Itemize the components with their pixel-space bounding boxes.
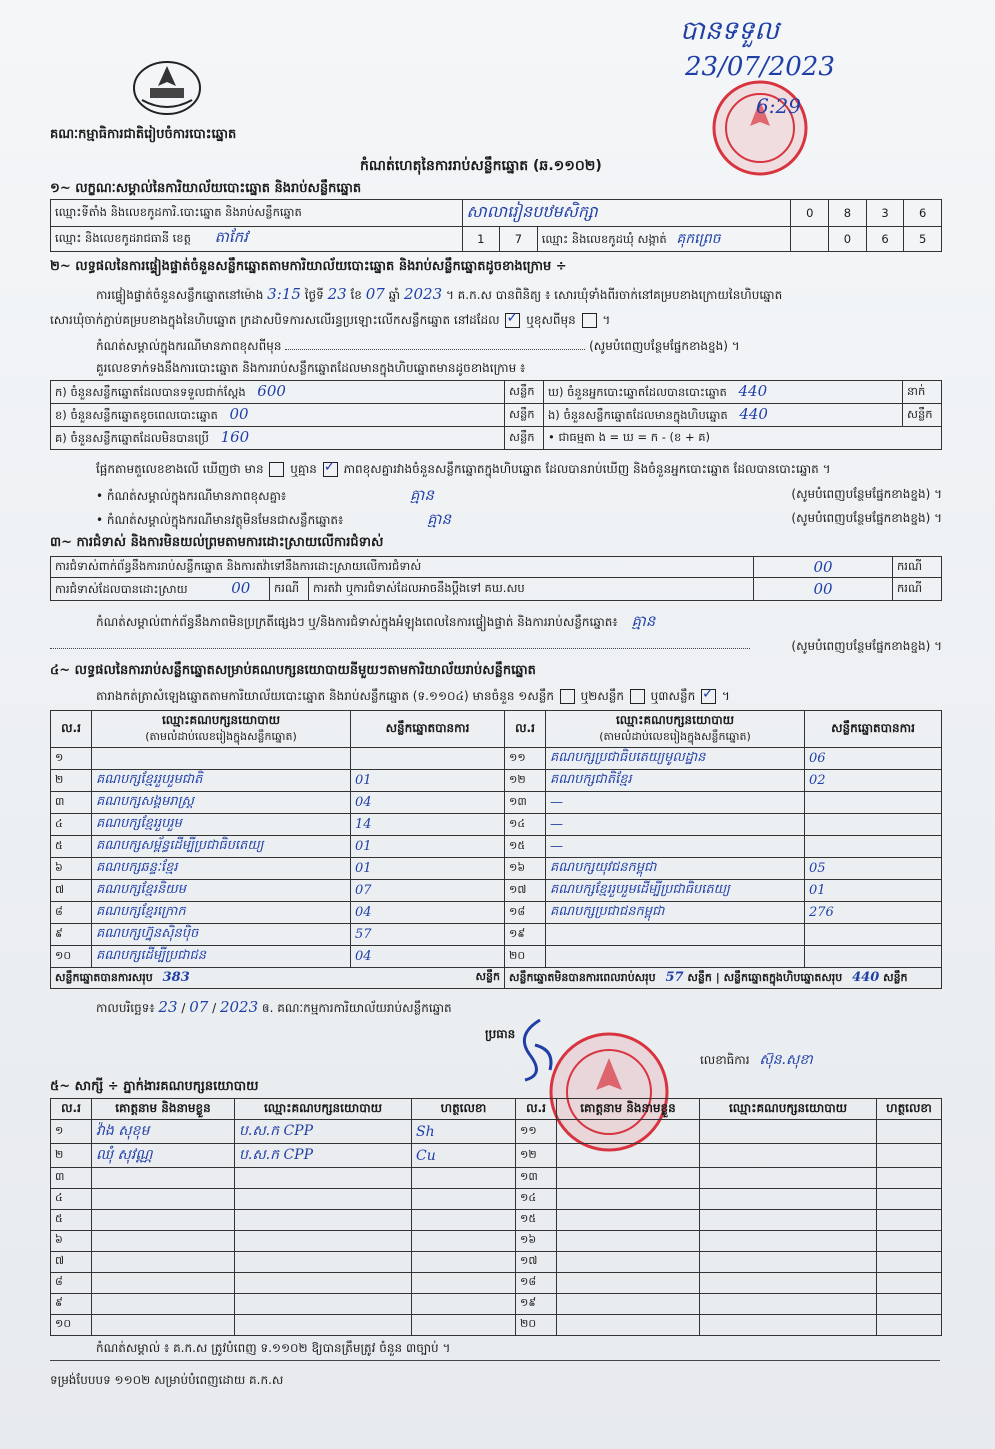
party-votes — [805, 946, 942, 968]
spoiled-ballots-value: 00 — [229, 405, 249, 423]
row-number: ៨ — [51, 1273, 92, 1294]
ballots-in-box-total: 440 — [852, 969, 880, 985]
chair-label: ប្រធាន — [485, 1027, 516, 1041]
row-number: ២ — [51, 770, 92, 792]
witness-signature: Cu — [412, 1144, 516, 1168]
witness-signature — [877, 1294, 942, 1315]
signing-day: 23 — [158, 998, 178, 1016]
row-number: ១៧ — [516, 1252, 557, 1273]
commune-code-digit: 5 — [904, 227, 942, 252]
party-name: គណបក្សខ្មែររួបរួម — [92, 814, 351, 836]
witness-signature — [412, 1294, 516, 1315]
party-row — [51, 792, 942, 814]
party-votes: 01 — [351, 858, 505, 880]
witness-name — [92, 1315, 235, 1336]
party-votes: 57 — [351, 924, 505, 946]
province-code-digit: 1 — [462, 227, 500, 252]
commune-value: គុកព្រេច — [676, 230, 721, 247]
received-note: បានទទួល — [680, 16, 780, 46]
witness-signature — [877, 1210, 942, 1231]
witness-row — [51, 1210, 942, 1231]
location-code-digit: 8 — [829, 200, 867, 227]
one-sheet-checkbox[interactable] — [560, 689, 575, 704]
row-number: ១ — [51, 1120, 92, 1144]
witness-name — [557, 1144, 700, 1168]
witness-name — [92, 1210, 235, 1231]
commune-code-digit: 6 — [866, 227, 904, 252]
witness-signature — [877, 1252, 942, 1273]
witness-signature — [877, 1168, 942, 1189]
ballots-in-box-value: 440 — [739, 405, 768, 423]
row-number: ១៩ — [505, 924, 546, 946]
irregularities-fill: (សូមបំពេញបន្ថែមផ្នែកខាងខ្នង) ។ — [50, 638, 942, 652]
party-name: — — [546, 814, 805, 836]
witness-party — [700, 1210, 877, 1231]
ballots-received-value: 600 — [257, 382, 286, 400]
party-name: គណបក្សសម្ព័ន្ធដើម្បីប្រជាធិបតេយ្យ — [92, 836, 351, 858]
witness-name: វ៉ាង សុខុម — [92, 1120, 235, 1144]
sheet-count-line: តារាងកត់ត្រាសំឡេងឆ្នោតតាមការិយាល័យបោះឆ្នោត និងរាប់សន្លឹកឆ្នោត (ទ.១១០៤) មានចំនួន ១សន្លឹក ឬ២សន្លឹក ឬ៣សន្លឹក ✓ ។ — [96, 688, 730, 706]
valid-ballots-total: 383 — [162, 969, 190, 985]
party-name: — — [546, 792, 805, 814]
witness-party — [235, 1273, 412, 1294]
row-number: ៧ — [51, 1252, 92, 1273]
signing-date-line: កាលបរិច្ឆេទ៖ 23 / 07 / 2023 ឲ. គណៈកម្មការការិយាល័យរាប់សន្លឹកឆ្នោត — [96, 998, 452, 1016]
witness-signature — [877, 1189, 942, 1210]
location-value: សាលារៀនបឋមសិក្សា — [462, 200, 791, 227]
witness-name — [557, 1273, 700, 1294]
row-number: ១៤ — [505, 814, 546, 836]
witness-signature — [412, 1168, 516, 1189]
stamp-handwriting: 6:29 — [756, 94, 801, 118]
party-votes — [805, 924, 942, 946]
row-number: ៣ — [51, 792, 92, 814]
two-sheets-checkbox[interactable] — [630, 689, 645, 704]
org-name: គណៈកម្មាធិការជាតិរៀបចំការបោះឆ្នោត — [50, 127, 237, 142]
received-date: 23/07/2023 — [685, 52, 835, 82]
section-4-heading: ៤~ លទ្ធផលនៃការរាប់សន្លឹកឆ្នោតសម្រាប់គណបក្សនយោបាយនីមួយៗតាមការិយាល័យរាប់សន្លឹកឆ្នោត — [50, 663, 536, 678]
witness-name — [557, 1168, 700, 1189]
voters-voted-value: 440 — [738, 382, 768, 400]
party-name: គណបក្សដើម្បីប្រជាជន — [92, 946, 351, 968]
witness-party — [700, 1294, 877, 1315]
row-number: ១៥ — [505, 836, 546, 858]
row-number: ១៨ — [516, 1273, 557, 1294]
witness-party: ប.ស.ក CPP — [235, 1120, 412, 1144]
row-number: ១៨ — [505, 902, 546, 924]
party-name: គណបក្សខ្មែររួបរួមជាតិ — [92, 770, 351, 792]
party-row — [51, 836, 942, 858]
row-number: ៧ — [51, 880, 92, 902]
row-number: ៣ — [51, 1168, 92, 1189]
party-name: គណបក្សខ្មែរក្រោក — [92, 902, 351, 924]
section-3-heading: ៣~ ការជំទាស់ និងការមិនយល់ព្រមតាមការដោះស្រាយលើការជំទាស់ — [50, 535, 384, 550]
witness-signature — [412, 1273, 516, 1294]
party-name: គណបក្សប្រជាធិបតេយ្យមូលដ្ឋាន — [546, 748, 805, 770]
unused-ballots-value: 160 — [220, 428, 250, 446]
row-number: ១៣ — [505, 792, 546, 814]
verification-line: ការផ្ទៀងផ្ទាត់ចំនួនសន្លឹកឆ្នោតនៅម៉ោង 3:15 ថ្ងៃទី 23 ខែ 07 ឆ្នាំ 2023 ។ គ.ក.ស បានពិនិត្យ ៖ សោរឃុំទាំងពីរចាក់នៅគម្របខាងក្រោយនៃហិបឆ្នោត — [96, 285, 783, 303]
party-votes: 05 — [805, 858, 942, 880]
witness-party — [235, 1210, 412, 1231]
witness-signature: Sh — [412, 1120, 516, 1144]
row-number: ២ — [51, 1144, 92, 1168]
verification-time: 3:15 — [267, 285, 301, 303]
commune-label: ឈ្មោះ និងលេខកូដឃុំ សង្កាត់ — [541, 231, 667, 246]
row-number: ១៦ — [516, 1231, 557, 1252]
party-name: គណបក្សសង្គមរាស្ត្រ — [92, 792, 351, 814]
verification-month: 07 — [365, 285, 385, 303]
party-name: គណបក្សឆន្ទៈខ្មែរ — [92, 858, 351, 880]
witness-name — [92, 1189, 235, 1210]
row-number: ១៧ — [505, 880, 546, 902]
party-row — [51, 858, 942, 880]
location-label: ឈ្មោះទីតាំង និងលេខកូដការិ.បោះឆ្នោត និងរាប់សន្លឹកឆ្នោត — [51, 200, 463, 227]
witness-party — [235, 1189, 412, 1210]
witness-party — [700, 1315, 877, 1336]
party-votes: 14 — [351, 814, 505, 836]
witness-name — [557, 1210, 700, 1231]
witness-party — [700, 1273, 877, 1294]
section-2-heading: ២~ លទ្ធផលនៃការផ្ទៀងផ្ទាត់ចំនួនសន្លឹកឆ្នោតតាមការិយាល័យបោះឆ្នោត និងរាប់សន្លឹកឆ្នោតដូចខាងក្រោម ÷ — [50, 259, 567, 274]
footer-note: កំណត់សម្គាល់ ៖ គ.ក.ស ត្រូវបំពេញ ទ.១១០២ ឱ្យបានត្រឹមត្រូវ ចំនួន ៣ច្បាប់ ។ — [96, 1341, 451, 1355]
witness-party — [235, 1231, 412, 1252]
objections-value: 00 — [754, 557, 893, 578]
witness-signature — [412, 1231, 516, 1252]
form-code-note: ទម្រង់បែបបទ ១១០២ សម្រាប់បំពេញដោយ គ.ក.ស — [50, 1373, 284, 1387]
row-number: ៥ — [51, 1210, 92, 1231]
row-number: ១៩ — [516, 1294, 557, 1315]
form-title: កំណត់ហេតុនៃការរាប់សន្លឹកឆ្នោត (ឆ.១១០២) — [360, 158, 602, 174]
party-row — [51, 924, 942, 946]
witness-signature — [877, 1315, 942, 1336]
row-number: ១០ — [51, 946, 92, 968]
party-row — [51, 814, 942, 836]
row-number: ៨ — [51, 902, 92, 924]
row-number: ១២ — [505, 770, 546, 792]
province-label: ឈ្មោះ និងលេខកូដរាជធានី ខេត្ត — [55, 231, 191, 245]
party-name: គណបក្សហ្វ៊ុនស៊ិនប៉ិច — [92, 924, 351, 946]
witness-table: ល.រ គោត្តនាម និងនាមខ្លួន ឈ្មោះគណបក្សនយោបាយ ហត្ថលេខា ល.រ គោត្តនាម និងនាមខ្លួន ឈ្មោះគណបក្សនយោបាយ ហត្ថលេខា ១ វ៉ាង សុខុម ប.ស.ក CPP Sh ១១ ២ ឈុំ សុវណ្ណ ប.ស.ក CPP Cu ១២ ៣ ១៣ ៤ ១៤ ៥ ១៥ ៦ ១៦ ៧ ១៧ ៨ ១៨ ៩ ១៩ ១០ ២០ — [50, 1098, 942, 1336]
commune-code-digit: 0 — [829, 227, 867, 252]
location-code-digit: 6 — [904, 200, 942, 227]
witness-party — [700, 1144, 877, 1168]
invalid-ballots-total: 57 — [665, 969, 684, 985]
witness-name — [92, 1231, 235, 1252]
row-number: ៤ — [51, 1189, 92, 1210]
irregularities-note: កំណត់សម្គាល់ពាក់ព័ន្ធនឹងភាពមិនប្រក្រតីផ្សេងៗ ឬ/និងការជំទាស់ក្នុងអំឡុងពេលនៃការផ្ទៀងផ្ទាត់ និងការរាប់សន្លឹកឆ្នោត៖ គ្មាន — [96, 612, 656, 630]
row-number: ១៥ — [516, 1210, 557, 1231]
verification-day: 23 — [327, 285, 347, 303]
party-name: គណបក្សខ្មែរនិយម — [92, 880, 351, 902]
appeal-value: 00 — [754, 578, 893, 601]
secretary-signature: ស៊ុន.សុខា — [759, 1052, 813, 1068]
row-number: ២០ — [505, 946, 546, 968]
objections-label: ការជំទាស់ពាក់ព័ន្ធនឹងការរាប់សន្លឹកឆ្នោត និងការតវ៉ាទៅនឹងការដោះស្រាយលើការជំទាស់ — [51, 557, 754, 578]
party-row — [51, 748, 942, 770]
witness-party — [700, 1120, 877, 1144]
row-number: ៦ — [51, 1231, 92, 1252]
objections-table: ការជំទាស់ពាក់ព័ន្ធនឹងការរាប់សន្លឹកឆ្នោត និងការតវ៉ាទៅនឹងការដោះស្រាយលើការជំទាស់ 00 ករណី ការជំទាស់ដែលបានដោះស្រាយ 00 ករណី ការតវ៉ា ឬការជំទាស់ដែលអាចនឹងប្តឹងទៅ គឃ.សប 00 ករណី — [50, 556, 942, 601]
section-5-heading: ៥~ សាក្សី ÷ ភ្នាក់ងារគណបក្សនយោបាយ — [50, 1079, 259, 1094]
row-number: ៩ — [51, 924, 92, 946]
row-number: ១១ — [505, 748, 546, 770]
row-number: ១១ — [516, 1120, 557, 1144]
witness-row — [51, 1315, 942, 1336]
witness-row — [51, 1120, 942, 1144]
no-difference-checkbox[interactable] — [323, 462, 338, 477]
witness-signature — [877, 1120, 942, 1144]
party-votes: 01 — [351, 770, 505, 792]
seal-line: សោរឃុំចាក់ភ្ជាប់គម្របខាងក្នុងនៃហិបឆ្នោត ក្រដាសបិទការសលើរន្ធប្រឡោះលើកសន្លឹកឆ្នោត នៅដដែល ✓ ឬខុសពីមុន ។ — [50, 312, 610, 330]
secretary-line: លេខាធិការ ស៊ុន.សុខា — [700, 1052, 813, 1068]
witness-name — [92, 1273, 235, 1294]
party-name — [546, 946, 805, 968]
witness-name — [92, 1168, 235, 1189]
party-votes: 02 — [805, 770, 942, 792]
party-row — [51, 946, 942, 968]
party-row — [51, 880, 942, 902]
difference-remark: • កំណត់សម្គាល់ក្នុងករណីមានភាពខុសគ្នា៖ គ្មាន (សូមបំពេញបន្ថែមផ្នែកខាងខ្នង) ។ — [96, 486, 942, 504]
difference-note-line: កំណត់សម្គាល់ក្នុងករណីមានភាពខុសពីមុន (សូមបំពេញបន្ថែមផ្នែកខាងខ្នង) ។ — [96, 339, 740, 353]
party-name: គណបក្សខ្មែររួបរួមដើម្បីប្រជាធិបតេយ្យ — [546, 880, 805, 902]
witness-name — [557, 1315, 700, 1336]
signing-year: 2023 — [219, 998, 259, 1016]
has-difference-checkbox[interactable] — [269, 462, 284, 477]
witness-name — [557, 1294, 700, 1315]
party-votes — [805, 792, 942, 814]
changed-checkbox[interactable] — [582, 313, 597, 328]
party-name: គណបក្សយុវជនកម្ពុជា — [546, 858, 805, 880]
witness-party — [700, 1168, 877, 1189]
party-votes: 276 — [805, 902, 942, 924]
witness-row — [51, 1252, 942, 1273]
row-number: ៩ — [51, 1294, 92, 1315]
witness-party — [235, 1315, 412, 1336]
witness-name — [92, 1252, 235, 1273]
section-1-heading: ១~ លក្ខណៈសម្គាល់នៃការិយាល័យបោះឆ្នោត និងរាប់សន្លឹកឆ្នោត — [50, 181, 362, 196]
party-votes: 04 — [351, 902, 505, 924]
witness-signature — [412, 1315, 516, 1336]
party-name: គណបក្សជាតិខ្មែរ — [546, 770, 805, 792]
witness-name — [92, 1294, 235, 1315]
same-checkbox[interactable] — [505, 313, 520, 328]
province-value: តាកែវ — [214, 228, 248, 246]
witness-signature — [877, 1273, 942, 1294]
party-votes: 01 — [351, 836, 505, 858]
witness-signature — [412, 1252, 516, 1273]
witness-party — [235, 1168, 412, 1189]
foreign-object-remark: • កំណត់សម្គាល់ក្នុងករណីមានវត្ថុមិនមែនជាសន្លឹកឆ្នោត៖ គ្មាន (សូមបំពេញបន្ថែមផ្នែកខាងខ្នង) ។ — [96, 510, 942, 528]
party-row — [51, 902, 942, 924]
location-code-digit: 3 — [866, 200, 904, 227]
witness-signature — [877, 1144, 942, 1168]
witness-name: ឈុំ សុវណ្ណ — [92, 1144, 235, 1168]
row-number: ១០ — [51, 1315, 92, 1336]
party-name: គណបក្សប្រជាជនកម្ពុជា — [546, 902, 805, 924]
witness-row — [51, 1168, 942, 1189]
witness-name — [557, 1189, 700, 1210]
party-row — [51, 770, 942, 792]
row-number: ១ — [51, 748, 92, 770]
row-number: ១៤ — [516, 1189, 557, 1210]
section-1-table — [50, 199, 942, 252]
row-number: ៤ — [51, 814, 92, 836]
party-votes: 07 — [351, 880, 505, 902]
witness-name — [557, 1231, 700, 1252]
party-votes — [805, 836, 942, 858]
party-name: — — [546, 836, 805, 858]
party-name — [546, 924, 805, 946]
row-number: ១៦ — [505, 858, 546, 880]
witness-signature — [412, 1210, 516, 1231]
formula-note: • ជាធម្មតា ង = ឃ = ក - (ខ + គ) — [544, 427, 942, 450]
location-code-digit: 0 — [791, 200, 829, 227]
row-number: ៦ — [51, 858, 92, 880]
discrepancy-line: ផ្អែកតាមតួលេខខាងលើ ឃើញថា មាន ឬគ្មាន ✓ ភាពខុសគ្នារវាងចំនួនសន្លឹកឆ្នោតក្នុងហិបឆ្នោត ដែលបានរាប់ឃើញ និងចំនួនអ្នកបោះឆ្នោត ដែលបានបោះឆ្នោត ។ — [96, 461, 831, 479]
party-results-table: ល.រ ឈ្មោះគណបក្សនយោបាយ (តាមលំដាប់លេខរៀងក្នុងសន្លឹកឆ្នោត) សន្លឹកឆ្នោតបានការ ល.រ ឈ្មោះគណបក្សនយោបាយ (តាមលំដាប់លេខរៀងក្នុងសន្លឹកឆ្នោត) សន្លឹកឆ្នោតបានការ ១ ១១ គណបក្សប្រជាធិបតេយ្យមូលដ្ឋាន 06 ២ គណបក្សខ្មែររួបរួមជាតិ 01 ១២ គណបក្សជាតិខ្មែរ 02 ៣ គណបក្សសង្គមរាស្ត្រ 04 ១៣ — ៤ គណបក្សខ្មែររួបរួម 14 ១៤ — ៥ គណបក្សសម្ព័ន្ធដើម្បីប្រជាធិបតេយ្យ 01 ១៥ — ៦ គណបក្សឆន្ទៈខ្មែរ 01 ១៦ គណបក្សយុវជនកម្ពុជា 05 ៧ គណបក្សខ្មែរនិយម 07 ១៧ គណបក្សខ្មែររួបរួមដើម្បីប្រជាធិបតេយ្យ 01 ៨ គណបក្សខ្មែរក្រោក 04 ១៨ គណបក្សប្រជាជនកម្ពុជា 276 ៩ គណបក្សហ្វ៊ុនស៊ិនប៉ិច 57 ១៩ ១០ គណបក្សដើម្បីប្រជាជន 04 ២០ សន្លឹកឆ្នោតបានការសរុប 383 សន្លឹក សន្លឹកឆ្នោតមិនបានការពេលរាប់សរុប 57 សន្លឹក | សន្លឹកឆ្នោតក្នុងហិបឆ្នោតសរុប 440 សន្លឹក — [50, 710, 942, 989]
witness-row — [51, 1294, 942, 1315]
witness-party — [700, 1189, 877, 1210]
ballot-figures-table: ក) ចំនួនសន្លឹកឆ្នោតដែលបានទទួលជាក់ស្តែង 600 សន្លឹក ឃ) ចំនួនអ្នកបោះឆ្នោតដែលបានបោះឆ្នោត 440 នាក់ ខ) ចំនួនសន្លឹកឆ្នោតខូចពេលបោះឆ្នោត 00 សន្លឹក ង) ចំនួនសន្លឹកឆ្នោតដែលមានក្នុងហិបឆ្នោត 440 សន្លឹក គ) ចំនួនសន្លឹកឆ្នោតដែលមិនបានប្រើ 160 សន្លឹក • ជាធម្មតា ង = ឃ = ក - (ខ + គ) — [50, 380, 942, 450]
verification-year: 2023 — [403, 285, 443, 303]
witness-party — [235, 1294, 412, 1315]
party-name — [92, 748, 351, 770]
witness-party — [235, 1252, 412, 1273]
witness-signature — [877, 1231, 942, 1252]
row-number: ១៣ — [516, 1168, 557, 1189]
witness-row — [51, 1144, 942, 1168]
signing-month: 07 — [189, 998, 209, 1016]
witness-party — [700, 1231, 877, 1252]
row-number: ១២ — [516, 1144, 557, 1168]
three-sheets-checkbox[interactable] — [701, 689, 716, 704]
witness-row — [51, 1273, 942, 1294]
row-number: ២០ — [516, 1315, 557, 1336]
nec-emblem-icon — [132, 58, 202, 116]
party-votes: 04 — [351, 792, 505, 814]
witness-party: ប.ស.ក CPP — [235, 1144, 412, 1168]
party-votes: 04 — [351, 946, 505, 968]
witness-row — [51, 1189, 942, 1210]
party-votes — [805, 814, 942, 836]
witness-name — [557, 1120, 700, 1144]
official-stamp-icon — [704, 78, 826, 178]
figures-intro: គួរលេខទាក់ទងនឹងការបោះឆ្នោត និងការរាប់សន្លឹកឆ្នោតដែលមានក្នុងហិបឆ្នោតមានដូចខាងក្រោម ៖ — [96, 361, 526, 375]
party-votes: 01 — [805, 880, 942, 902]
party-votes: 06 — [805, 748, 942, 770]
witness-row — [51, 1231, 942, 1252]
resolved-objections-value: 00 — [231, 579, 251, 597]
witness-name — [557, 1252, 700, 1273]
witness-signature — [412, 1189, 516, 1210]
witness-party — [700, 1252, 877, 1273]
province-code-digit: 7 — [500, 227, 538, 252]
row-number: ៥ — [51, 836, 92, 858]
party-votes — [351, 748, 505, 770]
